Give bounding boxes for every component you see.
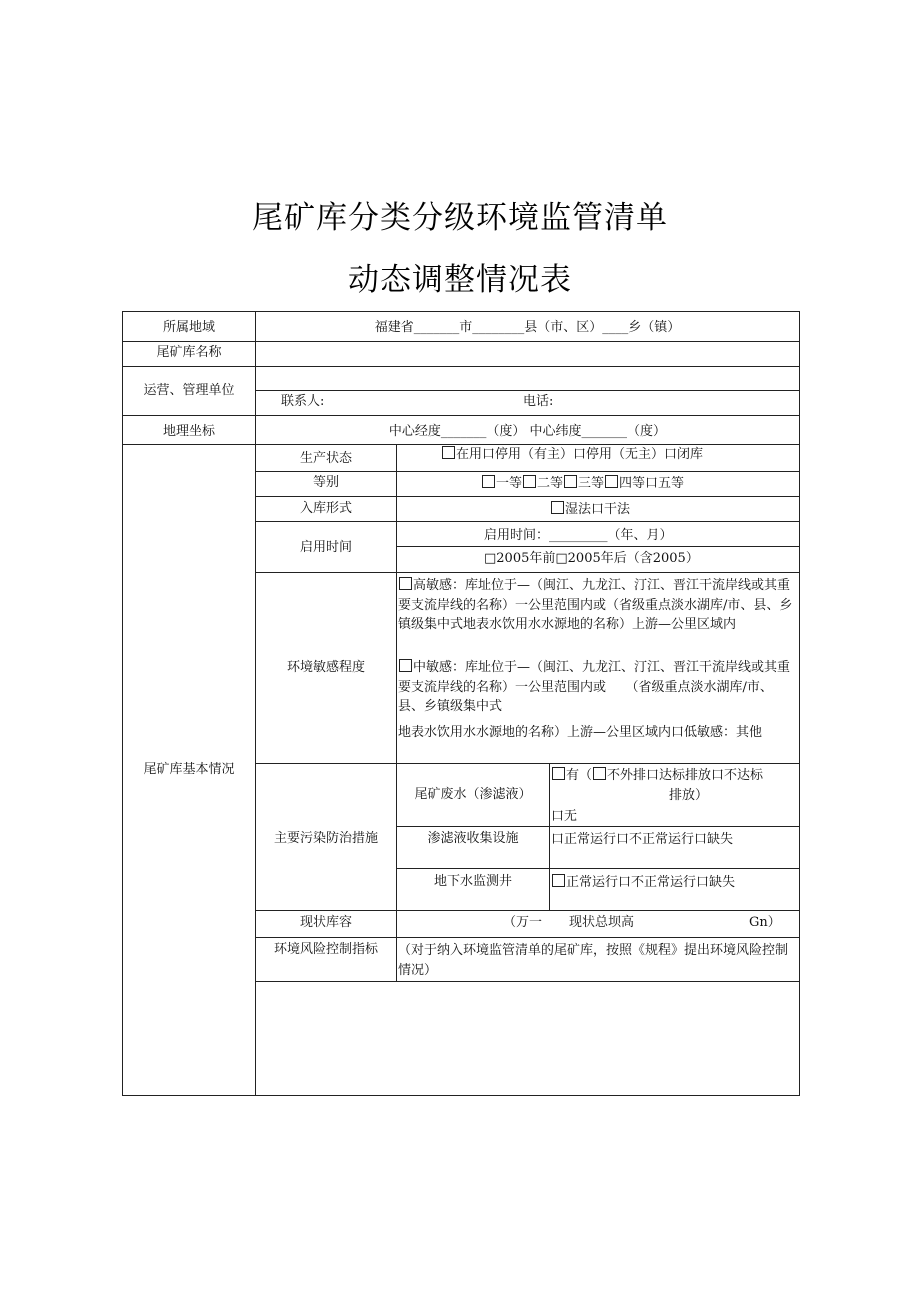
pollution-label: 主要污染防治措施 — [273, 831, 378, 846]
row-divider — [255, 910, 800, 911]
intake-label: 入库形式 — [299, 501, 352, 516]
risk-label: 环境风险控制指标 — [273, 942, 378, 957]
row-divider — [255, 390, 800, 391]
tailings-name-label: 尾矿库名称 — [156, 345, 222, 360]
grade-label: 等别 — [312, 475, 339, 490]
row-divider — [122, 415, 800, 416]
wastewater-discharge: 排放） — [669, 788, 709, 803]
checkbox-icon — [551, 501, 564, 514]
risk-value: （对于纳入环境监管清单的尾矿库，按照《规程》提出环境风险控制情况） — [398, 943, 789, 978]
production-status-value: 在用口停用（有主）口停用（无主）口闭库 — [441, 446, 703, 463]
sensitivity-mid-tail: 地表水饮用水水源地的名称）上游—公里区域内口低敏感：其他 — [398, 725, 763, 740]
groundwater-value: 正常运行口不正常运行口缺失 — [551, 874, 735, 891]
row-divider — [255, 981, 800, 982]
start-period-value: □2005年前□2005年后（含2005） — [484, 551, 699, 566]
wastewater-label: 尾矿废水（渗滤液） — [414, 787, 532, 802]
row-divider — [122, 366, 800, 367]
production-status-label: 生产状态 — [299, 451, 352, 466]
pollution-column-divider — [549, 763, 550, 910]
document-subtitle: 动态调整情况表 — [348, 262, 572, 298]
sensitivity-label: 环境敏感程度 — [286, 660, 365, 675]
checkbox-icon — [593, 767, 606, 780]
checkbox-icon — [523, 475, 536, 488]
dam-height-label: 现状总坝高 — [569, 915, 635, 930]
capacity-label: 现状库容 — [299, 915, 352, 930]
groundwater-label: 地下水监测井 — [433, 874, 512, 889]
intake-value: 湿法口干法 — [550, 501, 630, 518]
wastewater-has: 有（ 不外排口达标排放口不达标 — [551, 767, 763, 784]
region-value: 福建省_______市________县（市、区）____乡（镇） — [374, 320, 681, 335]
row-divider — [396, 546, 800, 547]
checkbox-icon — [552, 767, 565, 780]
phone-label: 电话: — [523, 394, 554, 409]
checkbox-icon — [399, 659, 412, 672]
row-divider — [396, 826, 800, 827]
checkbox-icon — [605, 475, 618, 488]
table-border-right — [799, 311, 800, 1096]
start-time-value: 启用时间：_________（年、月） — [484, 528, 673, 543]
wastewater-none: 口无 — [551, 809, 578, 824]
region-label: 所属地域 — [162, 320, 215, 335]
checkbox-icon — [564, 475, 577, 488]
row-divider — [255, 763, 800, 764]
start-time-label: 启用时间 — [299, 540, 352, 555]
coords-value: 中心经度_______（度） 中心纬度_______（度） — [388, 424, 667, 439]
row-divider — [396, 868, 800, 869]
checkbox-icon — [442, 446, 455, 459]
contact-label: 联系人: — [281, 394, 325, 409]
row-divider — [255, 521, 800, 522]
leachate-value: 口正常运行口不正常运行口缺失 — [551, 832, 734, 847]
table-border-bottom — [122, 1095, 800, 1096]
checkbox-icon — [399, 577, 412, 590]
table-border-top — [122, 311, 800, 312]
checkbox-icon — [552, 874, 565, 887]
coords-label: 地理坐标 — [162, 424, 215, 439]
sub-label-column-divider — [396, 444, 397, 981]
dam-height-unit: Gn） — [749, 915, 781, 930]
operator-label: 运营、管理单位 — [143, 383, 235, 398]
row-divider — [255, 471, 800, 472]
row-divider — [255, 572, 800, 573]
sensitivity-high: 高敏感：库址位于—（闽江、九龙江、汀江、晋江干流岸线或其重要支流岸线的名称）一公里范围内或（省级重点淡水湖库/市、县、乡镇级集中式地表水饮用水水源地的名称）上游—公里区域内 — [398, 578, 793, 632]
row-divider — [255, 496, 800, 497]
document-title: 尾矿库分类分级环境监管清单 — [252, 200, 668, 236]
checkbox-icon — [482, 475, 495, 488]
leachate-label: 渗滤液收集设施 — [427, 831, 519, 846]
basic-info-label: 尾矿库基本情况 — [143, 762, 235, 777]
grade-value: 一等 二等 三等 四等口五等 — [481, 475, 684, 492]
row-divider — [122, 341, 800, 342]
row-divider — [122, 444, 800, 445]
row-divider — [255, 937, 800, 938]
capacity-unit: （万一 — [503, 915, 543, 930]
sensitivity-mid: 中敏感：库址位于—（闽江、九龙江、汀江、晋江干流岸线或其重要支流岸线的名称）一公里范围内或 （省级重点淡水湖库/市、县、乡镇级集中式 — [398, 660, 791, 714]
